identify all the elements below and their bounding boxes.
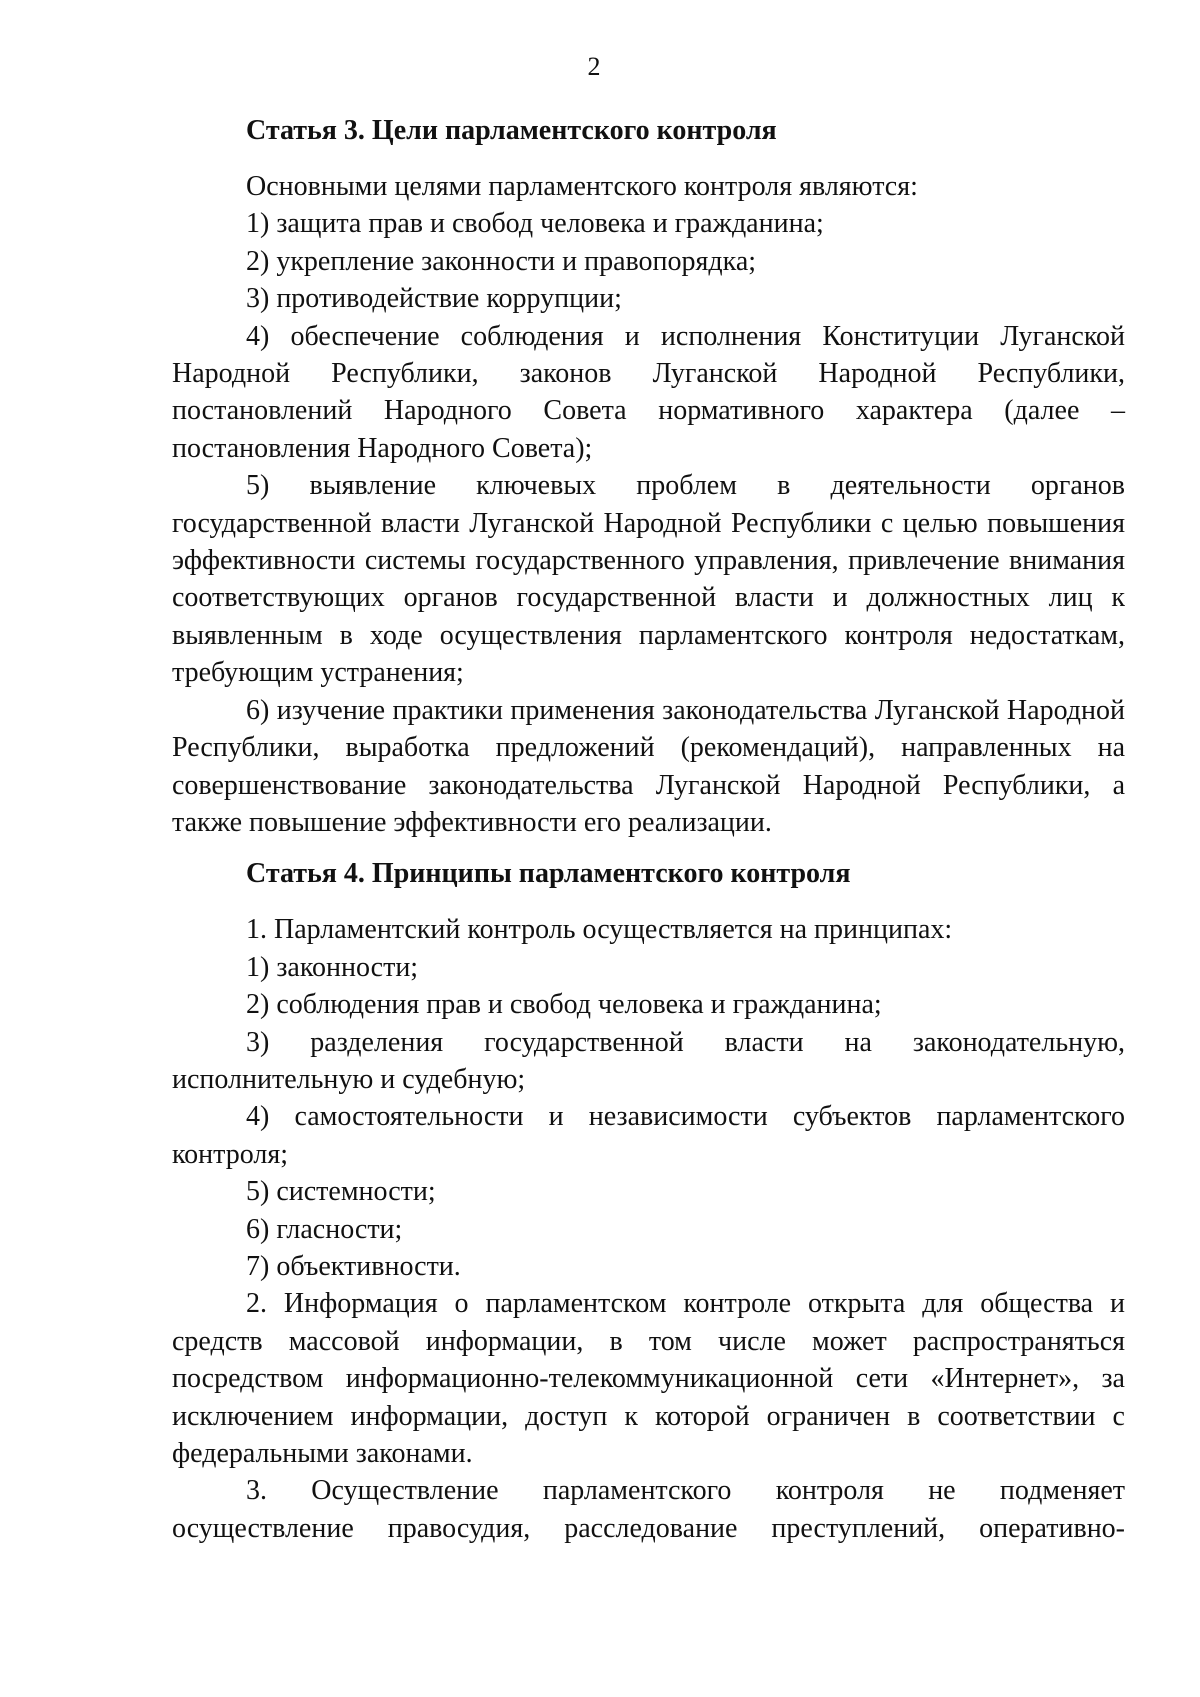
article-3-paragraph: Основными целями парламентского контроля являются: [246, 171, 918, 202]
article-3-item: 6) изучение практики применения законодательства Луганской Народной Республики, выработка предложений (рекомендаций), направленных на совершенствование законодательства Луганской Народной Республики, а также повышение эффективности его реализации. [172, 694, 1125, 838]
article-4-title: Статья 4. Принципы парламентского контроля [246, 858, 851, 890]
article-4-item: 6) гласности; [246, 1213, 403, 1245]
article-4-item: 1) законности; [246, 951, 419, 983]
article-3-item: 3) противодействие коррупции; [246, 283, 622, 315]
article-3-item: 5) выявление ключевых проблем в деятельности органов государственной власти Луганской Народной Республики с целью повышения эффективности системы государственного управления, привлечение внимания соответствующих органов государственной власти и должностных лиц к выявленным в ходе осуществления парламентского контроля недостаткам, требующим устранения; [172, 470, 1125, 689]
article-4-item: 2) соблюдения прав и свобод человека и гражданина; [246, 989, 882, 1021]
article-4-paragraph: 3. Осуществление парламентского контроля не подменяет осуществление правосудия, расследование преступлений, оперативно- [172, 1475, 1125, 1544]
page-number: 2 [587, 52, 601, 81]
article-3-title: Статья 3. Цели парламентского контроля [246, 115, 777, 146]
article-4-item: 5) системности; [246, 1176, 436, 1208]
article-4-item: 4) самостоятельности и независимости субъектов парламентского контроля; [172, 1101, 1125, 1170]
article-4-item: 3) разделения государственной власти на законодательную, исполнительную и судебную; [172, 1026, 1125, 1095]
document-body [172, 112, 1125, 1547]
article-4-item: 7) объективности. [246, 1250, 461, 1282]
article-3-item: 1) защита прав и свобод человека и гражданина; [246, 208, 824, 240]
article-3-item: 2) укрепление законности и правопорядка; [246, 245, 757, 277]
article-3-item: 4) обеспечение соблюдения и исполнения Конституции Луганской Народной Республики, законов Луганской Народной Республики, постановлений Народного Совета нормативного характера (далее – постановления Народного Совета); [172, 320, 1125, 464]
article-4-paragraph: 2. Информация о парламентском контроле открыта для общества и средств массовой информации, в том числе может распространяться посредством информационно-телекоммуникационной сети «Интернет», за исключением информации, доступ к которой ограничен в соответствии с федеральными законами. [172, 1288, 1125, 1469]
article-4-paragraph: 1. Парламентский контроль осуществляется на принципах: [246, 914, 953, 946]
